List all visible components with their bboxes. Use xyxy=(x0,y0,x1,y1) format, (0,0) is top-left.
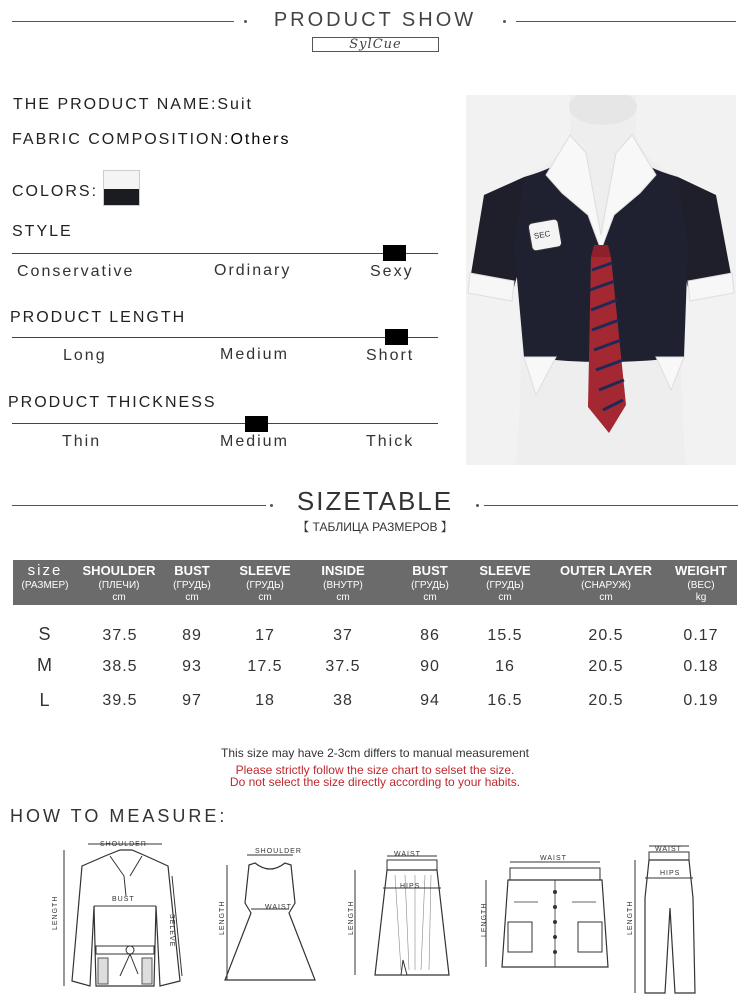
thickness-option-thin: Thin xyxy=(62,433,102,450)
cell-shoulder: 37.5 xyxy=(102,627,138,644)
cell-size: M xyxy=(37,655,53,675)
label-bust: BUST xyxy=(112,896,135,903)
col-inside-unit: cm xyxy=(336,592,350,603)
style-marker xyxy=(383,245,406,261)
col-outer-layer-ru: (СНАРУЖ) xyxy=(581,580,631,591)
jacket-line-drawing xyxy=(50,836,200,996)
skirt-line-drawing xyxy=(345,850,455,995)
col-bust-2 xyxy=(397,560,463,604)
thickness-scale-line xyxy=(12,423,438,424)
cell-bust: 97 xyxy=(182,692,202,709)
col-weight-unit: kg xyxy=(695,592,707,603)
label-hips: HIPS xyxy=(660,870,681,877)
fabric-label: FABRIC COMPOSITION: xyxy=(12,131,231,148)
svg-text:SEC: SEC xyxy=(533,229,552,241)
measure-figure-dress xyxy=(215,845,325,995)
col-sleeve-2-name: SLEEVE xyxy=(479,563,531,578)
style-option-ordinary: Ordinary xyxy=(214,262,292,279)
col-outer-layer-unit: cm xyxy=(599,592,613,603)
length-marker xyxy=(385,329,408,345)
dress-line-drawing xyxy=(215,845,325,995)
thickness-option-medium: Medium xyxy=(220,433,289,450)
col-size-name: size xyxy=(27,562,63,579)
thickness-marker xyxy=(245,416,268,432)
label-shoulder: SHOULDER xyxy=(255,848,302,855)
label-length: LENGTH xyxy=(348,900,355,935)
style-scale-line xyxy=(12,253,438,254)
trousers-line-drawing xyxy=(625,838,735,998)
fabric-value: Others xyxy=(230,131,291,148)
col-shoulder-name: SHOULDER xyxy=(82,563,156,578)
label-shoulder: SHOULDER xyxy=(100,841,147,848)
col-sleeve-2-ru: (ГРУДЬ) xyxy=(486,580,524,591)
col-inside xyxy=(309,560,377,604)
length-option-long: Long xyxy=(63,347,107,364)
shorts-line-drawing xyxy=(478,852,618,992)
col-inside-name: INSIDE xyxy=(321,563,365,578)
product-name: THE PRODUCT NAME:Suit xyxy=(13,96,253,113)
colors-label: COLORS: xyxy=(12,183,99,200)
cell-size: L xyxy=(39,690,51,710)
col-shoulder xyxy=(79,560,159,604)
col-bust-2-name: BUST xyxy=(412,563,448,578)
col-bust-name: BUST xyxy=(174,563,210,578)
length-option-short: Short xyxy=(366,347,415,364)
label-length: LENGTH xyxy=(52,895,59,930)
label-length: LENGTH xyxy=(627,900,634,935)
thickness-title: PRODUCT THICKNESS xyxy=(8,394,217,411)
note-measurement: This size may have 2-3cm differs to manual measurement xyxy=(221,746,529,760)
col-outer-layer xyxy=(553,560,659,604)
col-sleeve-name: SLEEVE xyxy=(239,563,291,578)
cell-inside: 37.5 xyxy=(325,658,361,675)
sizetable-title: SIZETABLE xyxy=(296,486,454,516)
col-weight xyxy=(667,560,735,604)
col-weight-name: WEIGHT xyxy=(675,563,727,578)
sizetable-header xyxy=(13,560,737,605)
length-scale-line xyxy=(12,337,438,338)
note-warning-1: Please strictly follow the size chart to selset the size. xyxy=(235,763,515,777)
col-bust-2-ru: (ГРУДЬ) xyxy=(411,580,449,591)
cell-bust-2: 94 xyxy=(420,692,440,709)
col-size-ru: (РАЗМЕР) xyxy=(21,580,69,591)
cell-bust-2: 90 xyxy=(420,658,440,675)
col-bust xyxy=(163,560,221,604)
cell-bust-2: 86 xyxy=(420,627,440,644)
measure-figure-shorts xyxy=(478,852,618,992)
label-waist: WAIST xyxy=(265,904,292,911)
col-bust-2-unit: cm xyxy=(423,592,437,603)
col-bust-unit: cm xyxy=(185,592,199,603)
cell-sleeve-2: 15.5 xyxy=(487,627,523,644)
page-title: PRODUCT SHOW xyxy=(273,9,477,31)
label-waist: WAIST xyxy=(655,846,682,853)
col-sleeve-ru: (ГРУДЬ) xyxy=(246,580,284,591)
cell-bust: 89 xyxy=(182,627,202,644)
cell-shoulder: 38.5 xyxy=(102,658,138,675)
cell-weight: 0.18 xyxy=(683,658,719,675)
cell-weight: 0.19 xyxy=(683,692,719,709)
cell-weight: 0.17 xyxy=(683,627,719,644)
col-sleeve-2 xyxy=(471,560,539,604)
sizetable-subtitle: 【 ТАБЛИЦА РАЗМЕРОВ 】 xyxy=(297,520,453,534)
measure-figure-trousers xyxy=(625,838,735,998)
cell-inside: 38 xyxy=(333,692,353,709)
brand-label: SylCue xyxy=(312,37,439,52)
label-waist: WAIST xyxy=(540,855,567,862)
label-sleeve: SELEVE xyxy=(168,914,175,948)
cell-sleeve: 17.5 xyxy=(247,658,283,675)
col-size xyxy=(13,560,77,592)
color-swatch-black-white[interactable] xyxy=(103,170,140,206)
style-option-sexy: Sexy xyxy=(370,263,414,280)
cell-outer-layer: 20.5 xyxy=(588,658,624,675)
label-hips: HIPS xyxy=(400,883,421,890)
label-length: LENGTH xyxy=(481,902,488,937)
cell-bust: 93 xyxy=(182,658,202,675)
measure-figure-jacket xyxy=(50,836,200,996)
col-outer-layer-name: OUTER LAYER xyxy=(560,563,652,578)
col-inside-ru: (ВНУТР) xyxy=(323,580,363,591)
cell-outer-layer: 20.5 xyxy=(588,692,624,709)
cell-size: S xyxy=(38,624,52,644)
mannequin-suit-illustration xyxy=(466,95,736,465)
cell-sleeve: 18 xyxy=(255,692,275,709)
cell-inside: 37 xyxy=(333,627,353,644)
label-length: LENGTH xyxy=(219,900,226,935)
col-shoulder-unit: cm xyxy=(112,592,126,603)
col-sleeve-2-unit: cm xyxy=(498,592,512,603)
how-to-measure-title: HOW TO MEASURE: xyxy=(10,806,228,826)
cell-sleeve-2: 16 xyxy=(495,658,515,675)
length-option-medium: Medium xyxy=(220,346,289,363)
measure-figure-skirt xyxy=(345,850,455,995)
col-weight-ru: (ВЕС) xyxy=(687,580,715,591)
thickness-option-thick: Thick xyxy=(366,433,415,450)
note-warning-2: Do not select the size directly according to your habits. xyxy=(229,775,521,789)
product-photo[interactable] xyxy=(466,95,736,465)
length-title: PRODUCT LENGTH xyxy=(10,309,187,326)
col-sleeve-unit: cm xyxy=(258,592,272,603)
col-shoulder-ru: (ПЛЕЧИ) xyxy=(98,580,140,591)
col-sleeve xyxy=(231,560,299,604)
cell-outer-layer: 20.5 xyxy=(588,627,624,644)
col-bust-ru: (ГРУДЬ) xyxy=(173,580,211,591)
cell-sleeve-2: 16.5 xyxy=(487,692,523,709)
style-option-conservative: Conservative xyxy=(17,263,135,280)
style-title: STYLE xyxy=(12,223,73,240)
cell-sleeve: 17 xyxy=(255,627,275,644)
label-waist: WAIST xyxy=(394,851,421,858)
cell-shoulder: 39.5 xyxy=(102,692,138,709)
fabric-composition xyxy=(12,131,290,149)
